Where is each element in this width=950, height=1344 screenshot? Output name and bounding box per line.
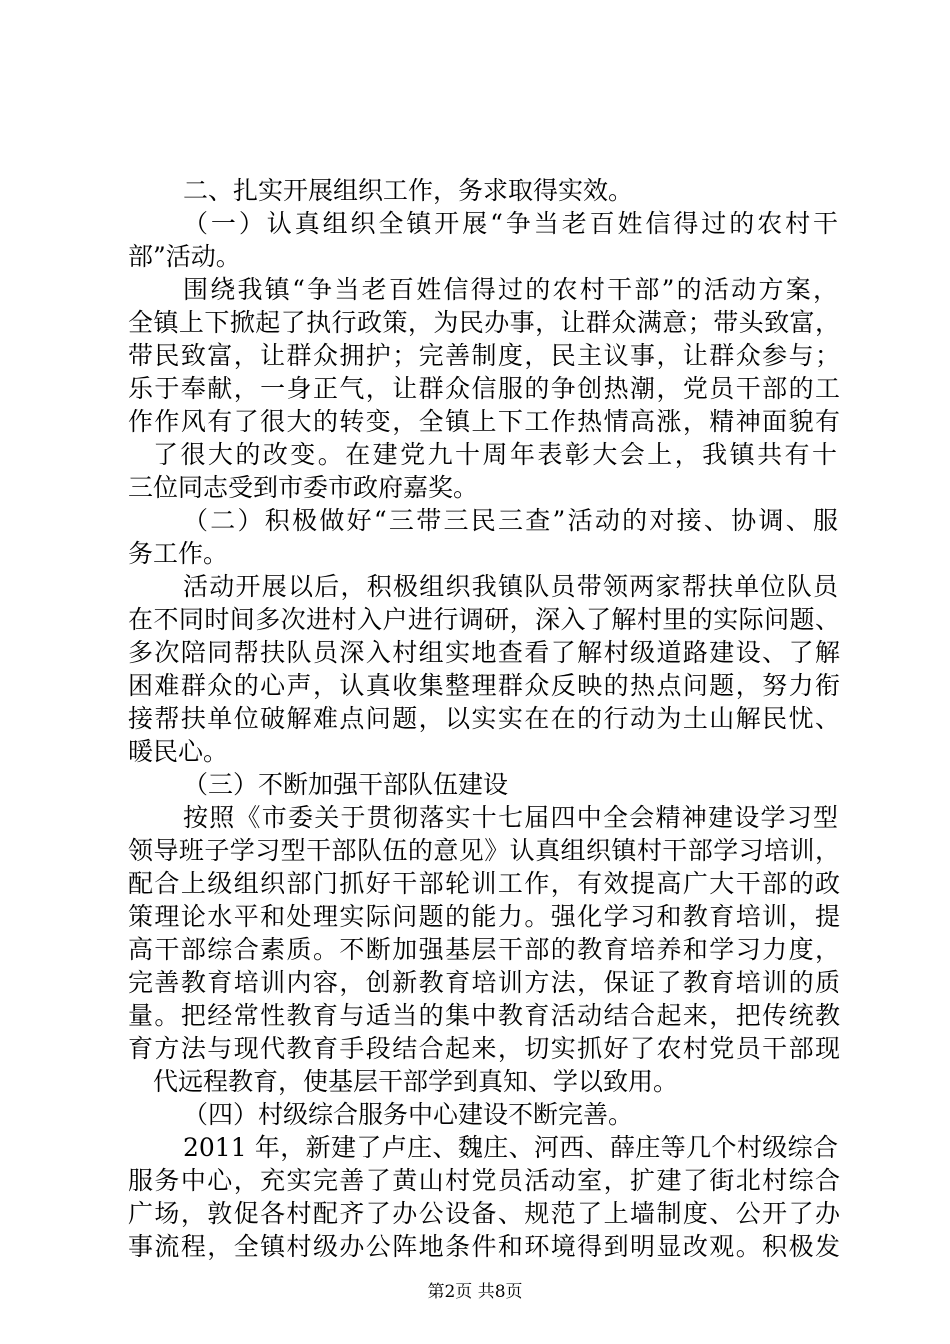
paragraph-1-line-3: 带民致富，让群众拥护；完善制度，民主议事，让群众参与； bbox=[128, 341, 840, 370]
paragraph-2-line-6: 暖民心。 bbox=[128, 737, 229, 766]
paragraph-1-line-1: 围绕我镇“争当老百姓信得过的农村干部”的活动方案， bbox=[183, 275, 838, 304]
paragraph-3-line-6: 完善教育培训内容，创新教育培训方法，保证了教育培训的质 bbox=[128, 968, 840, 997]
paragraph-4-line-4: 事流程，全镇村级办公阵地条件和环境得到明显改观。积极发 bbox=[128, 1232, 840, 1261]
paragraph-2-line-1: 活动开展以后，积极组织我镇队员带领两家帮扶单位队员 bbox=[183, 572, 838, 601]
paragraph-1-line-5: 作作风有了很大的转变，全镇上下工作热情高涨，精神面貌有 bbox=[128, 407, 840, 436]
paragraph-3-line-4: 策理论水平和处理实际问题的能力。强化学习和教育培训，提 bbox=[128, 902, 840, 931]
paragraph-4-line-2: 服务中心，充实完善了黄山村党员活动室，扩建了街北村综合 bbox=[128, 1166, 840, 1195]
paragraph-4-line-1: 2011 年，新建了卢庄、魏庄、河西、薛庄等几个村级综合 bbox=[183, 1133, 838, 1162]
paragraph-1-line-6: 了很大的改变。在建党九十周年表彰大会上，我镇共有十 bbox=[153, 440, 837, 469]
paragraph-3-line-1: 按照《市委关于贯彻落实十七届四中全会精神建设学习型 bbox=[183, 803, 838, 832]
paragraph-1-line-4: 乐于奉献，一身正气，让群众信服的争创热潮，党员干部的工 bbox=[128, 374, 840, 403]
subheading-1-line-1: （一）认真组织全镇开展“争当老百姓信得过的农村干 bbox=[183, 209, 838, 238]
paragraph-3-line-2: 领导班子学习型干部队伍的意见》认真组织镇村干部学习培训， bbox=[128, 836, 840, 865]
page-number-footer: 第2页 共8页 bbox=[427, 1282, 523, 1302]
subheading-1-line-2: 部”活动。 bbox=[128, 242, 241, 271]
subheading-2-line-2: 务工作。 bbox=[128, 539, 229, 568]
paragraph-2-line-5: 接帮扶单位破解难点问题，以实实在在的行动为土山解民忧、 bbox=[128, 704, 840, 733]
paragraph-1-line-7: 三位同志受到市委市政府嘉奖。 bbox=[128, 473, 479, 502]
section-heading-2: 二、扎实开展组织工作，务求取得实效。 bbox=[183, 176, 634, 205]
paragraph-3-line-8: 育方法与现代教育手段结合起来，切实抓好了农村党员干部现 bbox=[128, 1034, 840, 1063]
paragraph-2-line-3: 多次陪同帮扶队员深入村组实地查看了解村级道路建设、了解 bbox=[128, 638, 840, 667]
paragraph-3-line-9: 代远程教育，使基层干部学到真知、学以致用。 bbox=[153, 1067, 679, 1096]
paragraph-3-line-3: 配合上级组织部门抓好干部轮训工作，有效提高广大干部的政 bbox=[128, 869, 840, 898]
paragraph-2-line-4: 困难群众的心声，认真收集整理群众反映的热点问题，努力衔 bbox=[128, 671, 840, 700]
paragraph-3-line-5: 高干部综合素质。不断加强基层干部的教育培养和学习力度， bbox=[128, 935, 840, 964]
paragraph-2-line-2: 在不同时间多次进村入户进行调研，深入了解村里的实际问题、 bbox=[128, 605, 840, 634]
subheading-4: （四）村级综合服务中心建设不断完善。 bbox=[183, 1100, 634, 1129]
paragraph-1-line-2: 全镇上下掀起了执行政策，为民办事，让群众满意；带头致富， bbox=[128, 308, 840, 337]
subheading-2-line-1: （二）积极做好“三带三民三查”活动的对接、协调、服 bbox=[183, 506, 838, 535]
subheading-3: （三）不断加强干部队伍建设 bbox=[183, 770, 509, 799]
paragraph-4-line-3: 广场，敦促各村配齐了办公设备、规范了上墙制度、公开了办 bbox=[128, 1199, 840, 1228]
paragraph-3-line-7: 量。把经常性教育与适当的集中教育活动结合起来，把传统教 bbox=[128, 1001, 840, 1030]
